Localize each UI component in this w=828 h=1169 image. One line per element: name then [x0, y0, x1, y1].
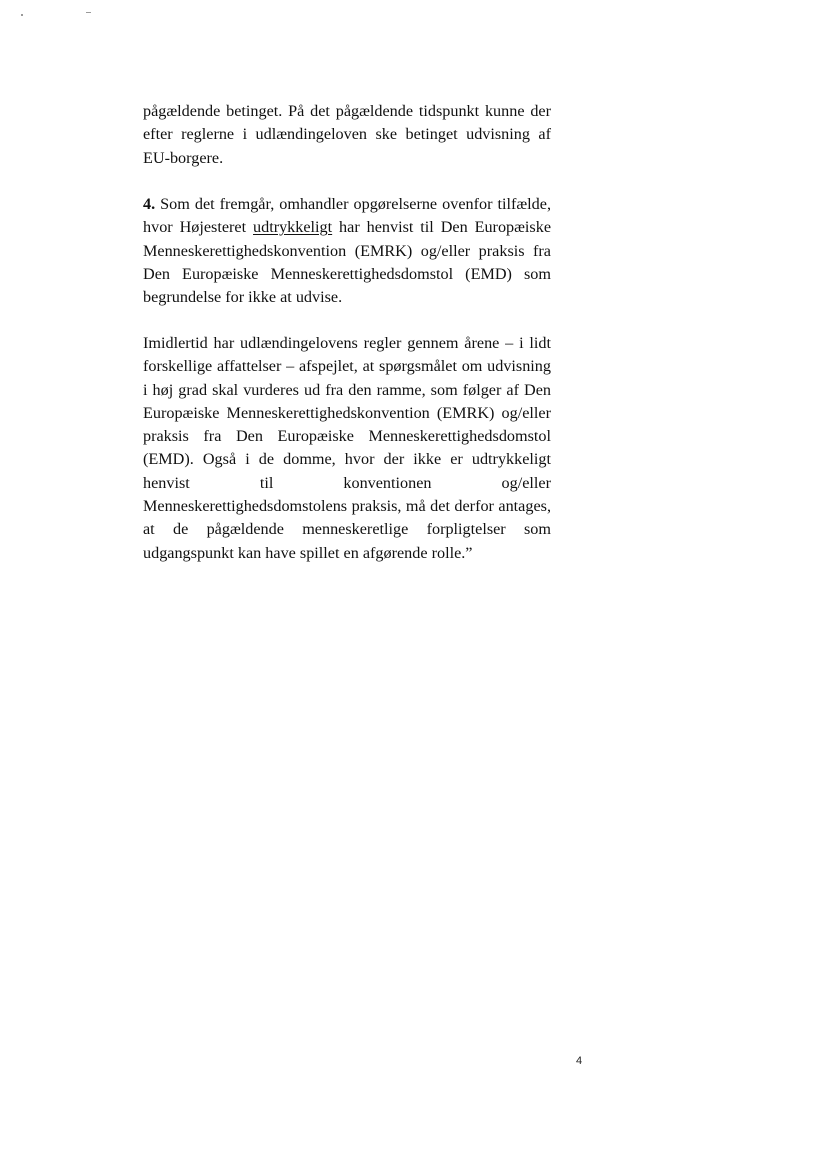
paragraph-continuation [143, 100, 551, 170]
paragraph-4 [143, 193, 551, 309]
paragraph-imidlertid-text: Imidlertid har udlændingelovens regler gennem årene – i lidt forskellige affattelser – afspejlet, at spørgsmålet om udvisning i høj grad skal vurderes ud fra den ramme, som følger af Den Europæiske Menneskerettighedskonvention (EMRK) og/eller praksis fra Den Europæiske Menneskerettighedsdomstol (EMD). Også i de domme, hvor der ikke er udtrykkeligt henvist til konventionen og/eller Menneskerettighedsdomstolens praksis, må det derfor antages, at de pågældende menneskeretlige forpligtelser som udgangspunkt kan have spillet en afgørende rolle.” [143, 334, 551, 562]
scan-artifact-dash [86, 12, 91, 13]
paragraph-4-text [143, 193, 551, 309]
paragraph-4-text-start: Som det fremgår, omhandler opgørelserne ovenfor tilfælde, hvor Højesteret [143, 195, 551, 237]
paragraph-continuation-text: pågældende betinget. På det pågældende tidspunkt kunne der efter reglerne i udlændingeloven ske betinget udvisning af EU-borgere. [143, 102, 551, 167]
page-number: 4 [576, 1055, 583, 1067]
paragraph-imidlertid [143, 332, 551, 565]
paragraph-4-text-end: har henvist til Den Europæiske Menneskerettighedskonvention (EMRK) og/eller praksis fra Den Europæiske Menneskerettighedsdomstol (EMD) som begrundelse for ikke at udvise. [143, 218, 551, 307]
emphasized-word: udtrykkeligt [253, 218, 333, 237]
scan-artifact-dot [21, 14, 23, 16]
paragraph-number: 4. [143, 195, 156, 213]
